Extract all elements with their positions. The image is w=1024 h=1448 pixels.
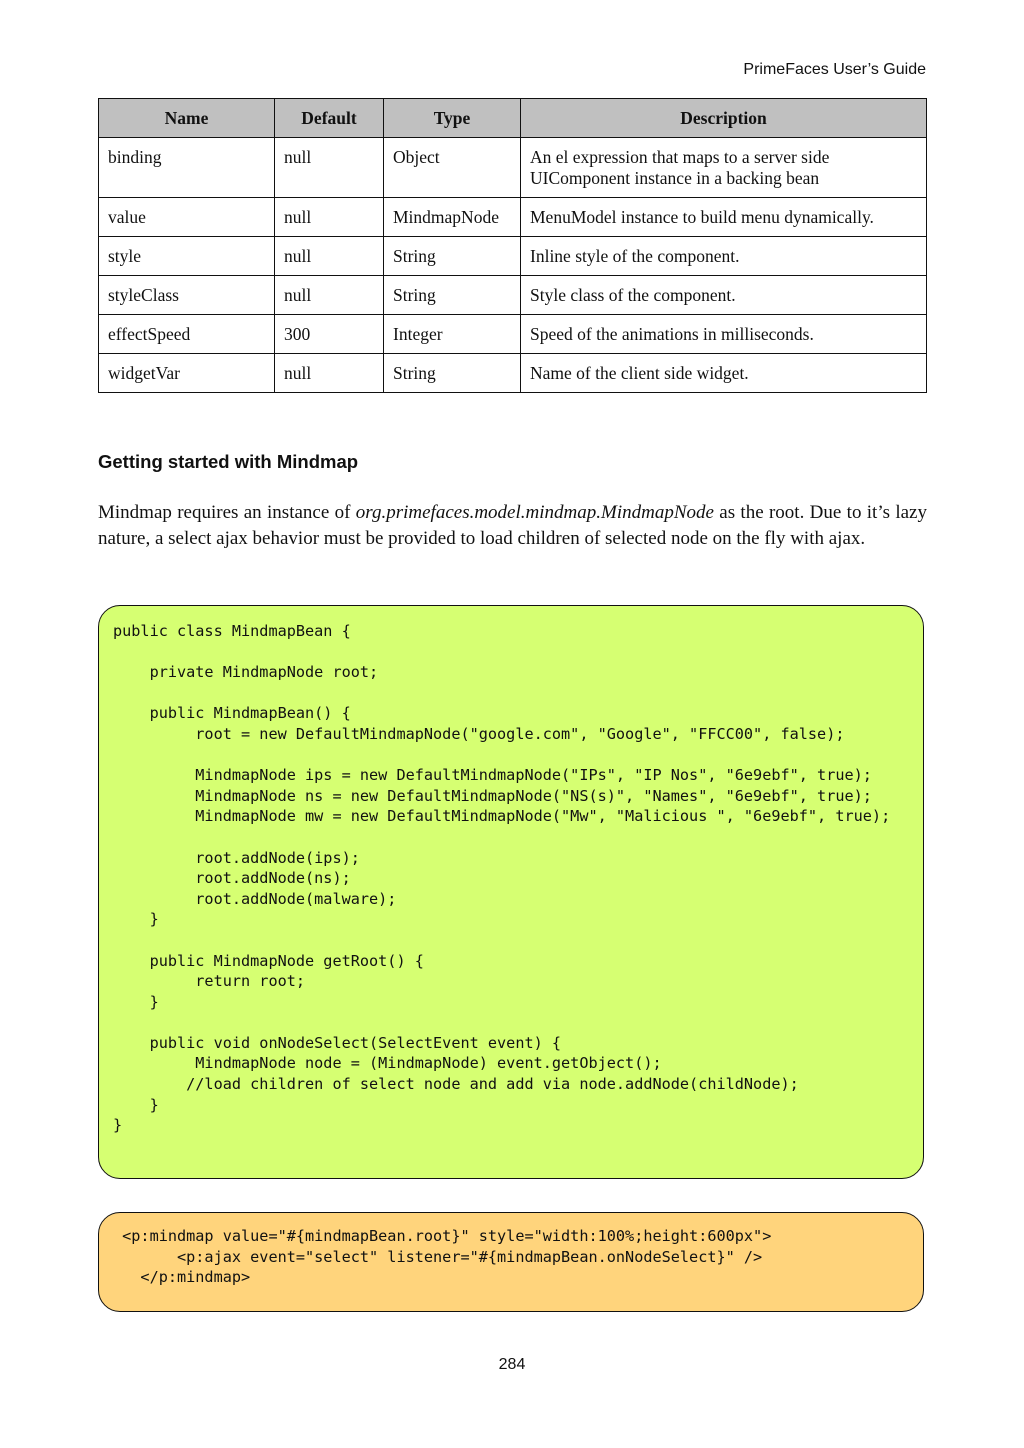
attribute-default: 300 xyxy=(275,315,384,354)
attribute-type: String xyxy=(384,237,521,276)
running-header: PrimeFaces User’s Guide xyxy=(743,61,926,78)
attribute-default: null xyxy=(275,354,384,393)
attribute-description: MenuModel instance to build menu dynamically. xyxy=(521,198,927,237)
column-header-type: Type xyxy=(384,99,521,138)
attributes-table-head xyxy=(99,99,927,138)
attribute-type: Object xyxy=(384,138,521,198)
intro-class-name: org.primefaces.model.mindmap.MindmapNode xyxy=(355,502,714,523)
attributes-table-body xyxy=(99,138,927,393)
attribute-description: Style class of the component. xyxy=(521,276,927,315)
table-row xyxy=(99,237,927,276)
intro-paragraph xyxy=(98,500,927,552)
attribute-type: Integer xyxy=(384,315,521,354)
section-heading: Getting started with Mindmap xyxy=(98,451,359,472)
attribute-type: MindmapNode xyxy=(384,198,521,237)
page-number: 284 xyxy=(498,1356,526,1373)
attribute-name: widgetVar xyxy=(99,354,275,393)
attribute-type: String xyxy=(384,354,521,393)
attribute-default: null xyxy=(275,198,384,237)
attribute-default: null xyxy=(275,237,384,276)
xml-code-block xyxy=(98,1212,924,1312)
attribute-name: styleClass xyxy=(99,276,275,315)
attributes-table xyxy=(98,98,927,393)
attribute-type: String xyxy=(384,276,521,315)
attribute-default: null xyxy=(275,138,384,198)
table-row xyxy=(99,138,927,198)
intro-text-after: as the root. Due to it’s lazy nature, a select ajax behavior must be provided to load children of selected node on the fly with ajax. xyxy=(98,502,927,549)
table-row xyxy=(99,276,927,315)
attribute-description: An el expression that maps to a server side UIComponent instance in a backing bean xyxy=(521,138,927,198)
java-code: public class MindmapBean { private MindmapNode root; public MindmapBean() { root = new DefaultMindmapNode("google.com", "Google", "FFCC00", false); MindmapNode ips = new DefaultMindmapNode("IPs", "IP Nos", "6e9ebf", true); MindmapNode ns = new DefaultMindmapNode("NS(s)", "Names", "6e9ebf", true); MindmapNode mw = new DefaultMindmapNode("Mw", "Malicious ", "6e9ebf", true); root.addNode(ips); root.addNode(ns); root.addNode(malware); } public MindmapNode getRoot() { return root; } public void onNodeSelect(SelectEvent event) { MindmapNode node = (MindmapNode) event.getObject(); //load children of select node and add via node.addNode(childNode); } } xyxy=(113,622,891,1135)
column-header-name: Name xyxy=(99,99,275,138)
attribute-description: Name of the client side widget. xyxy=(521,354,927,393)
attribute-description: Inline style of the component. xyxy=(521,237,927,276)
column-header-description: Description xyxy=(521,99,927,138)
column-header-default: Default xyxy=(275,99,384,138)
attribute-description: Speed of the animations in milliseconds. xyxy=(521,315,927,354)
table-header-row xyxy=(99,99,927,138)
table-row xyxy=(99,315,927,354)
xml-code: <p:mindmap value="#{mindmapBean.root}" style="width:100%;height:600px"> <p:ajax event="select" listener="#{mindmapBean.onNodeSelect}" /> </p:mindmap> xyxy=(122,1227,772,1287)
java-code-block xyxy=(98,605,924,1179)
attribute-name: style xyxy=(99,237,275,276)
attribute-name: binding xyxy=(99,138,275,198)
attribute-name: value xyxy=(99,198,275,237)
attribute-default: null xyxy=(275,276,384,315)
attribute-name: effectSpeed xyxy=(99,315,275,354)
table-row xyxy=(99,354,927,393)
table-row xyxy=(99,198,927,237)
intro-text-before: Mindmap requires an instance of xyxy=(98,502,356,523)
